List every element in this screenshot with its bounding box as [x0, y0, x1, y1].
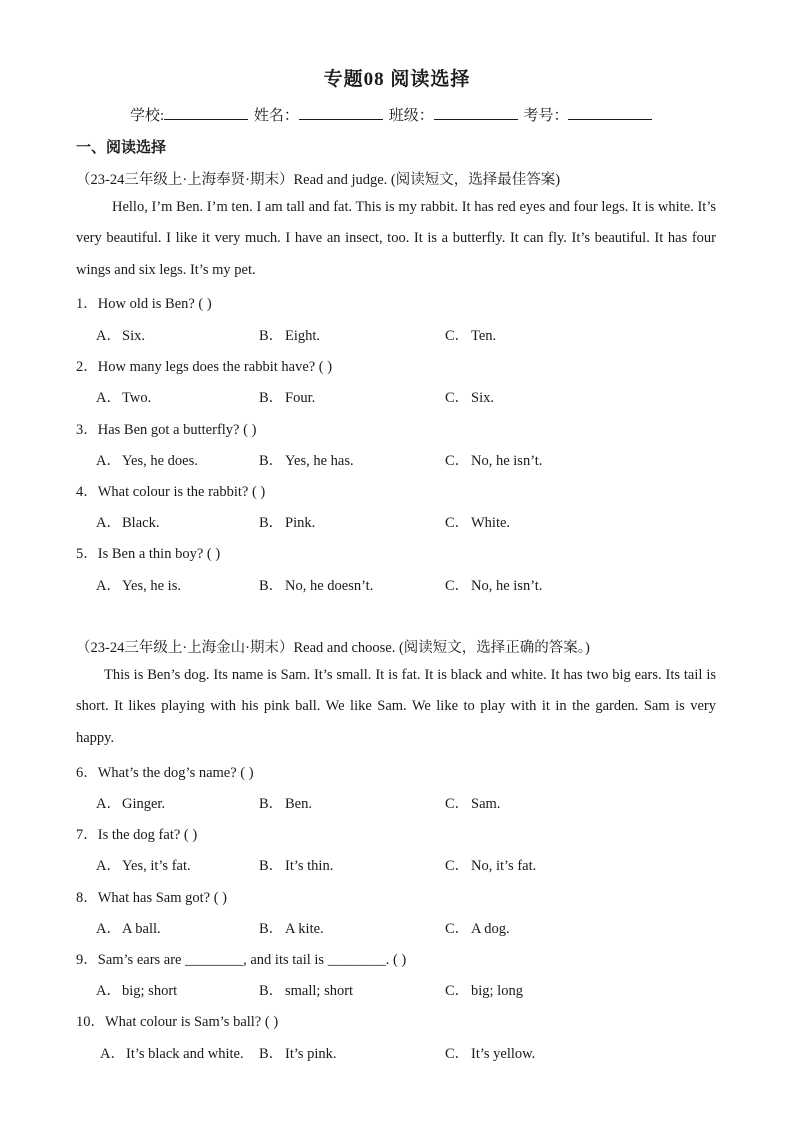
- section-title: 一、阅读选择: [76, 140, 167, 156]
- option-c[interactable]: C． No, he isn’t.: [445, 578, 543, 594]
- option-b[interactable]: B． Pink.: [259, 515, 316, 531]
- option-b[interactable]: B． It’s thin.: [259, 858, 334, 874]
- question-text: How old is Ben? ( ): [97, 296, 212, 312]
- question-number: 6．: [76, 765, 98, 781]
- option-b[interactable]: B． It’s pink.: [259, 1046, 337, 1062]
- question-number: 1．: [76, 296, 98, 312]
- option-a[interactable]: A．Black.: [96, 515, 160, 531]
- name-blank[interactable]: [299, 105, 383, 120]
- option-c[interactable]: C． It’s yellow.: [445, 1046, 536, 1062]
- option-c[interactable]: C． No, it’s fat.: [445, 858, 537, 874]
- option-a[interactable]: A．Yes, he is.: [96, 578, 181, 594]
- question-text: How many legs does the rabbit have? ( ): [97, 359, 333, 375]
- option-b[interactable]: B． Ben.: [259, 796, 312, 812]
- school-label: 学校:: [130, 108, 165, 124]
- option-b[interactable]: B． A kite.: [259, 921, 324, 937]
- option-a[interactable]: A．big; short: [96, 983, 178, 999]
- question-number: 2．: [76, 359, 98, 375]
- question-number: 8．: [76, 890, 98, 906]
- exam-no-label: 考号：: [523, 108, 569, 124]
- student-info-line: [130, 104, 654, 125]
- passage-source: （23-24三年级上·上海奉贤·期末）Read and judge. (阅读短文，选择最佳答案): [76, 172, 561, 188]
- name-label: 姓名：: [253, 108, 299, 124]
- question: [76, 480, 265, 501]
- option-b[interactable]: B． Eight.: [259, 328, 321, 344]
- option-c[interactable]: C． White.: [445, 515, 511, 531]
- options-row: [96, 979, 716, 999]
- option-c[interactable]: C． Ten.: [445, 328, 497, 344]
- options-row: [96, 511, 716, 531]
- question: [76, 823, 197, 844]
- question: [76, 886, 227, 907]
- option-a[interactable]: A．A ball.: [96, 921, 161, 937]
- question-text: Is Ben a thin boy? ( ): [97, 546, 221, 562]
- option-a[interactable]: A．Ginger.: [96, 796, 166, 812]
- option-c[interactable]: C． Sam.: [445, 796, 501, 812]
- question: [76, 292, 212, 313]
- question-number: 7．: [76, 827, 98, 843]
- passage-text: Hello, I’m Ben. I’m ten. I am tall and fat. This is my rabbit. It has red eyes and four legs. It is white. It’s very beautiful. I like it very much. I have an insect, too. It is a butterfly. It can fly. It’s beautiful. It has four wings and six legs. It’s my pet.: [76, 199, 716, 278]
- question: [76, 1010, 278, 1031]
- question-number: 5．: [76, 546, 98, 562]
- options-row: [96, 792, 716, 812]
- option-c[interactable]: C． A dog.: [445, 921, 510, 937]
- option-a[interactable]: A．It’s black and white.: [100, 1046, 244, 1062]
- question-number: 4．: [76, 484, 98, 500]
- question-text: What colour is the rabbit? ( ): [97, 484, 266, 500]
- class-label: 班级：: [388, 108, 434, 124]
- options-row: [96, 917, 716, 937]
- class-blank[interactable]: [434, 105, 518, 120]
- question-text: Has Ben got a butterfly? ( ): [97, 422, 257, 438]
- question: [76, 761, 254, 782]
- page-title: 专题08 阅读选择: [323, 69, 471, 90]
- exam-no-blank[interactable]: [568, 105, 652, 120]
- question: [76, 355, 332, 376]
- options-row: [96, 324, 716, 344]
- options-row: [100, 1042, 720, 1062]
- option-c[interactable]: C． Six.: [445, 390, 494, 406]
- option-a[interactable]: A．Yes, it’s fat.: [96, 858, 191, 874]
- option-c[interactable]: C． No, he isn’t.: [445, 453, 543, 469]
- option-b[interactable]: B． Four.: [259, 390, 316, 406]
- question-number: 10．: [76, 1014, 105, 1030]
- question-text: What has Sam got? ( ): [97, 890, 228, 906]
- question-text: Sam’s ears are ________, and its tail is ________. ( ): [97, 952, 407, 968]
- option-a[interactable]: A．Two.: [96, 390, 152, 406]
- passage-source: （23-24三年级上·上海金山·期末）Read and choose. (阅读短文，选择正确的答案。): [76, 640, 590, 656]
- question-number: 9．: [76, 952, 98, 968]
- option-b[interactable]: B． small; short: [259, 983, 354, 999]
- option-b[interactable]: B． No, he doesn’t.: [259, 578, 374, 594]
- passage-text: This is Ben’s dog. Its name is Sam. It’s small. It is fat. It is black and white. It has two big ears. Its tail is short. It likes playing with his pink ball. We like Sam. We like to play with it in the garden. Sam is very happy.: [76, 667, 716, 746]
- question-number: 3．: [76, 422, 98, 438]
- options-row: [96, 574, 716, 594]
- option-a[interactable]: A．Six.: [96, 328, 145, 344]
- option-a[interactable]: A．Yes, he does.: [96, 453, 198, 469]
- question: [76, 542, 220, 563]
- question: [76, 948, 406, 969]
- option-b[interactable]: B． Yes, he has.: [259, 453, 354, 469]
- question-text: What’s the dog’s name? ( ): [97, 765, 254, 781]
- options-row: [96, 386, 716, 406]
- school-blank[interactable]: [164, 105, 248, 120]
- question-text: What colour is Sam’s ball? ( ): [105, 1014, 279, 1030]
- option-c[interactable]: C． big; long: [445, 983, 523, 999]
- question-text: Is the dog fat? ( ): [97, 827, 198, 843]
- options-row: [96, 449, 716, 469]
- options-row: [96, 854, 716, 874]
- question: [76, 418, 256, 439]
